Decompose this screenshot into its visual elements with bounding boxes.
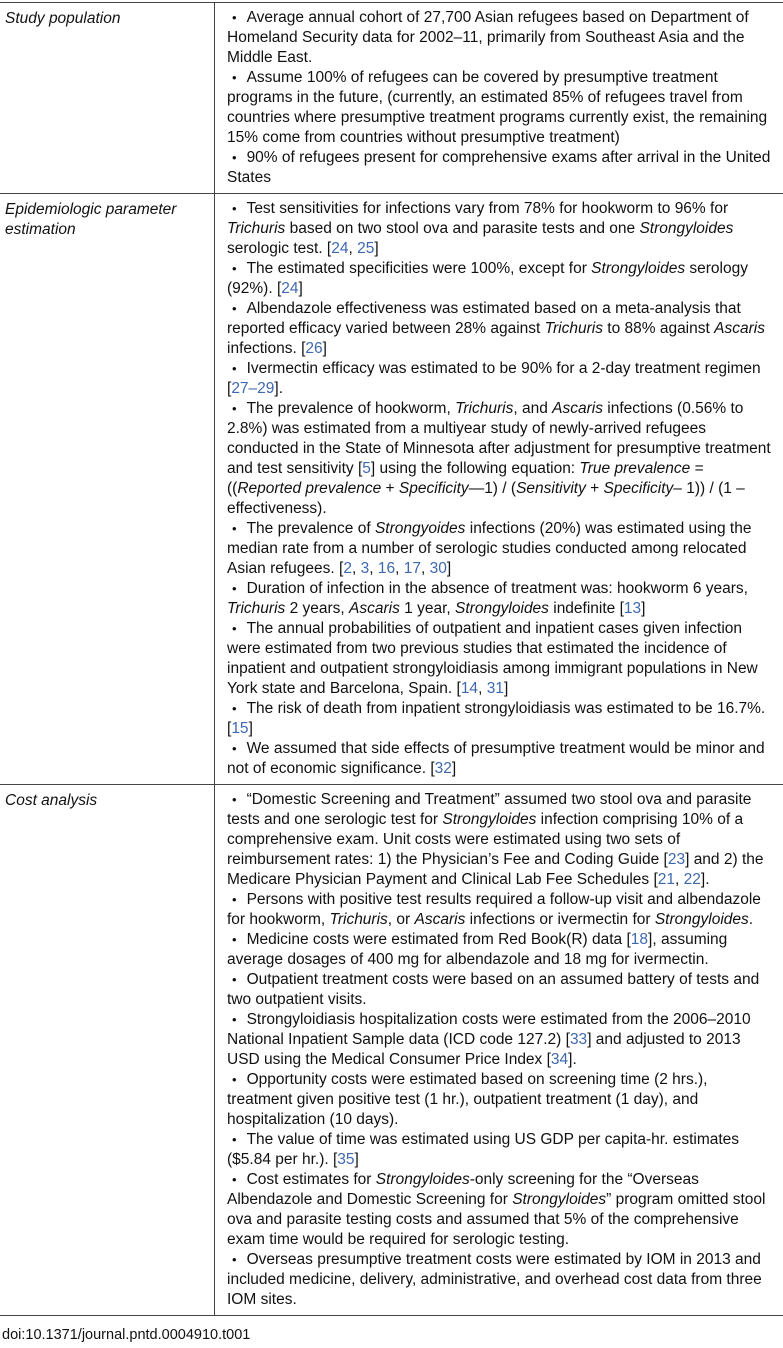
text-span: Overseas presumptive treatment costs were estimated by IOM in 2013 and included medicine, delivery, administrative, and overhead cost data from three IOM sites. [227,1251,762,1308]
italic-term: Ascaris [552,400,603,417]
bullet-icon: • [232,701,237,716]
bullet-icon: • [232,10,237,25]
text-span: , [478,680,487,697]
bullet-icon: • [232,150,237,165]
bullet-item [227,359,776,399]
bullet-item [227,1010,776,1070]
citation-link[interactable]: 23 [667,851,686,868]
italic-term: Ascaris [349,600,400,617]
text-span: ] [248,720,253,737]
text-span: infections. [ [227,340,306,357]
bullet-item [227,1070,776,1130]
bullet-item [227,1170,776,1250]
text-span: Outpatient treatment costs were based on an assumed battery of tests and two outpatient visits. [227,971,760,1008]
bullet-item [227,970,776,1010]
citation-link[interactable]: 5 [362,460,371,477]
citation-link[interactable]: 15 [231,720,249,737]
citation-link[interactable]: 14 [460,680,479,697]
citation-link[interactable]: 32 [434,760,452,777]
text-span: The prevalence of [246,520,375,537]
text-span: The value of time was estimated using US GDP per capita-hr. estimates ($5.84 per hr.). [ [227,1131,740,1168]
bullet-item [227,579,776,619]
italic-term: Specificity [398,480,469,497]
citation-link[interactable]: 3 [360,560,370,577]
bullet-item [227,399,776,519]
italic-term: Ascaris [414,911,466,928]
bullet-icon: • [232,892,237,907]
table-row [0,194,783,785]
text-span: infection comprising 10% of a comprehensive exam. Unit costs were estimated using two sets of reimbursement rates: 1) the Physician’s Fee and Coding Guide [ [227,811,744,868]
text-span: ] and 2) the Medicare Physician Payment and Clinical Lab Fee Schedules [ [227,851,764,888]
bullet-icon: • [232,201,237,216]
citation-link[interactable]: 27–29 [231,380,275,397]
italic-term: Strongyloides [639,220,734,237]
text-span: infections (20%) was estimated using the median rate from a number of serologic studies conducted among relocated Asian refugees. [ [227,520,752,577]
text-span: —1) / ( [468,480,517,497]
table-row [0,785,783,1316]
text-span: serology (92%). [ [227,260,748,297]
text-span: indefinite [ [548,600,624,617]
text-span: Persons with positive test results required a follow-up visit and albendazole for hookworm, [227,891,761,928]
text-span: + [381,480,399,497]
text-span: ] [446,560,452,577]
text-span: Opportunity costs were estimated based on screening time (2 hrs.), treatment given positive test (1 hr.), outpatient treatment (1 day), and hospitalization (10 days). [227,1071,708,1128]
text-span: . [748,911,754,928]
row-label: Epidemiologic parameter estimation [0,194,215,784]
bullet-icon: • [232,301,237,316]
text-span: Albendazole effectiveness was estimated based on a meta-analysis that reported efficacy varied between 28% against [227,300,741,337]
bullet-icon: • [232,1132,237,1147]
italic-term: Strongyoides [374,520,466,537]
text-span: ] using the following equation: [370,460,580,477]
text-span: ] [322,340,327,357]
italic-term: Specificity [603,480,674,497]
table-row [0,3,783,194]
bullet-item [227,1130,776,1170]
bullet-item [227,68,776,148]
row-label: Study population [0,3,215,193]
row-label: Cost analysis [0,785,215,1315]
italic-term: Strongyloides [442,811,537,828]
text-span: The risk of death from inpatient strongyloidiasis was estimated to be 16.7%. [ [227,700,766,737]
text-span: , [675,871,684,888]
text-span: , and [513,400,553,417]
italic-term: Reported prevalence [237,480,382,497]
bullet-item [227,699,776,739]
bullet-icon: • [232,621,237,636]
bullet-item [227,299,776,359]
text-span: We assumed that side effects of presumptive treatment would be minor and not of economic significance. [ [227,740,765,777]
text-span: The estimated specificities were 100%, except for [246,260,592,277]
text-span: , [369,560,378,577]
bullet-icon: • [232,261,237,276]
text-span: based on two stool ova and parasite tests and one [285,220,640,237]
text-span: , [351,560,361,577]
citation-link[interactable]: 26 [305,340,323,357]
italic-term: Strongyloides [512,1191,607,1208]
citation-link[interactable]: 24 [331,240,349,257]
text-span: Cost estimates for [246,1171,376,1188]
text-span: to 88% against [602,320,715,337]
text-span: Average annual cohort of 27,700 Asian refugees based on Department of Homeland Security data for 2002–11, primarily from Southeast Asia and the Middle East. [227,9,749,66]
citation-link[interactable]: 30 [429,560,447,577]
bullet-item [227,930,776,970]
citation-link[interactable]: 34 [550,1051,569,1068]
bullet-icon: • [232,361,237,376]
italic-term: Trichuris [227,220,286,237]
citation-link[interactable]: 21 [657,871,676,888]
text-span: 2 years, [285,600,350,617]
bullet-icon: • [232,1072,237,1087]
text-span: The prevalence of hookworm, [246,400,456,417]
text-span: ]. [274,380,284,397]
bullet-item [227,8,776,68]
text-span: infections or ivermectin for [465,911,655,928]
text-span: + [585,480,604,497]
bullet-item [227,519,776,579]
citation-link[interactable]: 13 [623,600,642,617]
bullet-icon: • [232,1012,237,1027]
text-span: ” program omitted stool ova and parasite testing costs and assumed that 5% of the comprehensive exam time would be required for serologic testing. [227,1191,766,1248]
citation-link[interactable]: 17 [403,560,421,577]
bullet-item [227,790,776,890]
row-content [215,3,783,193]
row-content [215,785,783,1315]
text-span: ] [298,280,303,297]
text-span: , [420,560,430,577]
text-span: ], assuming average dosages of 400 mg for albendazole and 18 mg for ivermectin. [227,931,728,968]
text-span: ] [374,240,379,257]
doi-line: doi:10.1371/journal.pntd.0004910.t001 [2,1327,251,1343]
bullet-item [227,259,776,299]
bullet-icon: • [232,972,237,987]
text-span: ]. [568,1051,577,1068]
italic-term: Strongyloides [654,911,749,928]
parameters-table [0,2,783,1316]
text-span: The annual probabilities of outpatient and inpatient cases given infection were estimated from two previous studies that estimated the incidence of inpatient and outpatient strongyloidiasis among immigrant populations in New York state and Barcelona, Spain. [ [227,620,758,697]
text-span: Test sensitivities for infections vary from 78% for hookworm to 96% for [246,200,729,217]
text-span: Duration of infection in the absence of treatment was: hookworm 6 years, [246,580,748,597]
bullet-icon: • [232,521,237,536]
text-span: -only screening for the “Overseas Albendazole and Domestic Screening for [227,1171,699,1208]
text-span: ]. [700,871,710,888]
bullet-icon: • [232,1252,237,1267]
text-span: , [395,560,404,577]
text-span: , or [387,911,415,928]
bullet-item [227,739,776,779]
text-span: Medicine costs were estimated from Red Book(R) data [ [246,931,631,948]
text-span: ] [451,760,457,777]
text-span: Strongyloidiasis hospitalization costs were estimated from the 2006–2010 National Inpatient Sample data (ICD code 127.2) [ [227,1011,751,1048]
text-span: ] and adjusted to 2013 USD using the Medical Consumer Price Index [ [227,1031,741,1068]
citation-link[interactable]: 31 [486,680,504,697]
text-span: ] [354,1151,359,1168]
italic-term: Trichuris [455,400,514,417]
text-span: serologic test. [ [227,240,332,257]
text-span: , [348,240,358,257]
citation-link[interactable]: 16 [377,560,396,577]
text-span: – 1)) / (1 –effectiveness). [227,480,745,517]
bullet-icon: • [232,581,237,596]
bullet-item [227,1250,776,1310]
citation-link[interactable]: 35 [337,1151,355,1168]
citation-link[interactable]: 25 [357,240,375,257]
citation-link[interactable]: 22 [683,871,701,888]
citation-link[interactable]: 24 [281,280,299,297]
italic-term: Ascaris [714,320,765,337]
text-span: 1 year, [399,600,456,617]
italic-term: Trichuris [227,600,286,617]
bullet-icon: • [232,1172,237,1187]
citation-link[interactable]: 2 [343,560,352,577]
text-span: “Domestic Screening and Treatment” assumed two stool ova and parasite tests and one serologic test for [227,791,752,828]
italic-term: Trichuris [329,911,388,928]
bullet-icon: • [232,932,237,947]
italic-term: True prevalence [579,460,691,477]
bullet-icon: • [232,792,237,807]
citation-link[interactable]: 33 [569,1031,588,1048]
text-span: = (( [227,460,704,497]
text-span: Assume 100% of refugees can be covered by presumptive treatment programs in the future, (currently, an estimated 85% of refugees travel from countries where presumptive treatment programs currently exist, the remaining 15% come from countries without presumptive treatment) [227,69,768,146]
italic-term: Sensitivity [516,480,586,497]
text-span: Ivermectin efficacy was estimated to be 90% for a 2-day treatment regimen [ [227,360,761,397]
bullet-icon: • [232,401,237,416]
bullet-icon: • [232,741,237,756]
row-content [215,194,783,784]
italic-term: Trichuris [544,320,603,337]
bullet-icon: • [232,70,237,85]
bullet-item [227,890,776,930]
text-span: infections (0.56% to 2.8%) was estimated from a multiyear study of newly-arrived refugees conducted in the State of Minnesota after adjustment for presumptive treatment and test sensitivity [ [227,400,771,477]
text-span: 90% of refugees present for comprehensive exams after arrival in the United States [227,149,771,186]
bullet-item [227,199,776,259]
italic-term: Strongyloides [591,260,686,277]
italic-term: Strongyloides [455,600,549,617]
italic-term: Strongyloides [375,1171,470,1188]
bullet-item [227,619,776,699]
bullet-item [227,148,776,188]
text-span: ] [641,600,646,617]
citation-link[interactable]: 18 [630,931,649,948]
text-span: ] [503,680,509,697]
